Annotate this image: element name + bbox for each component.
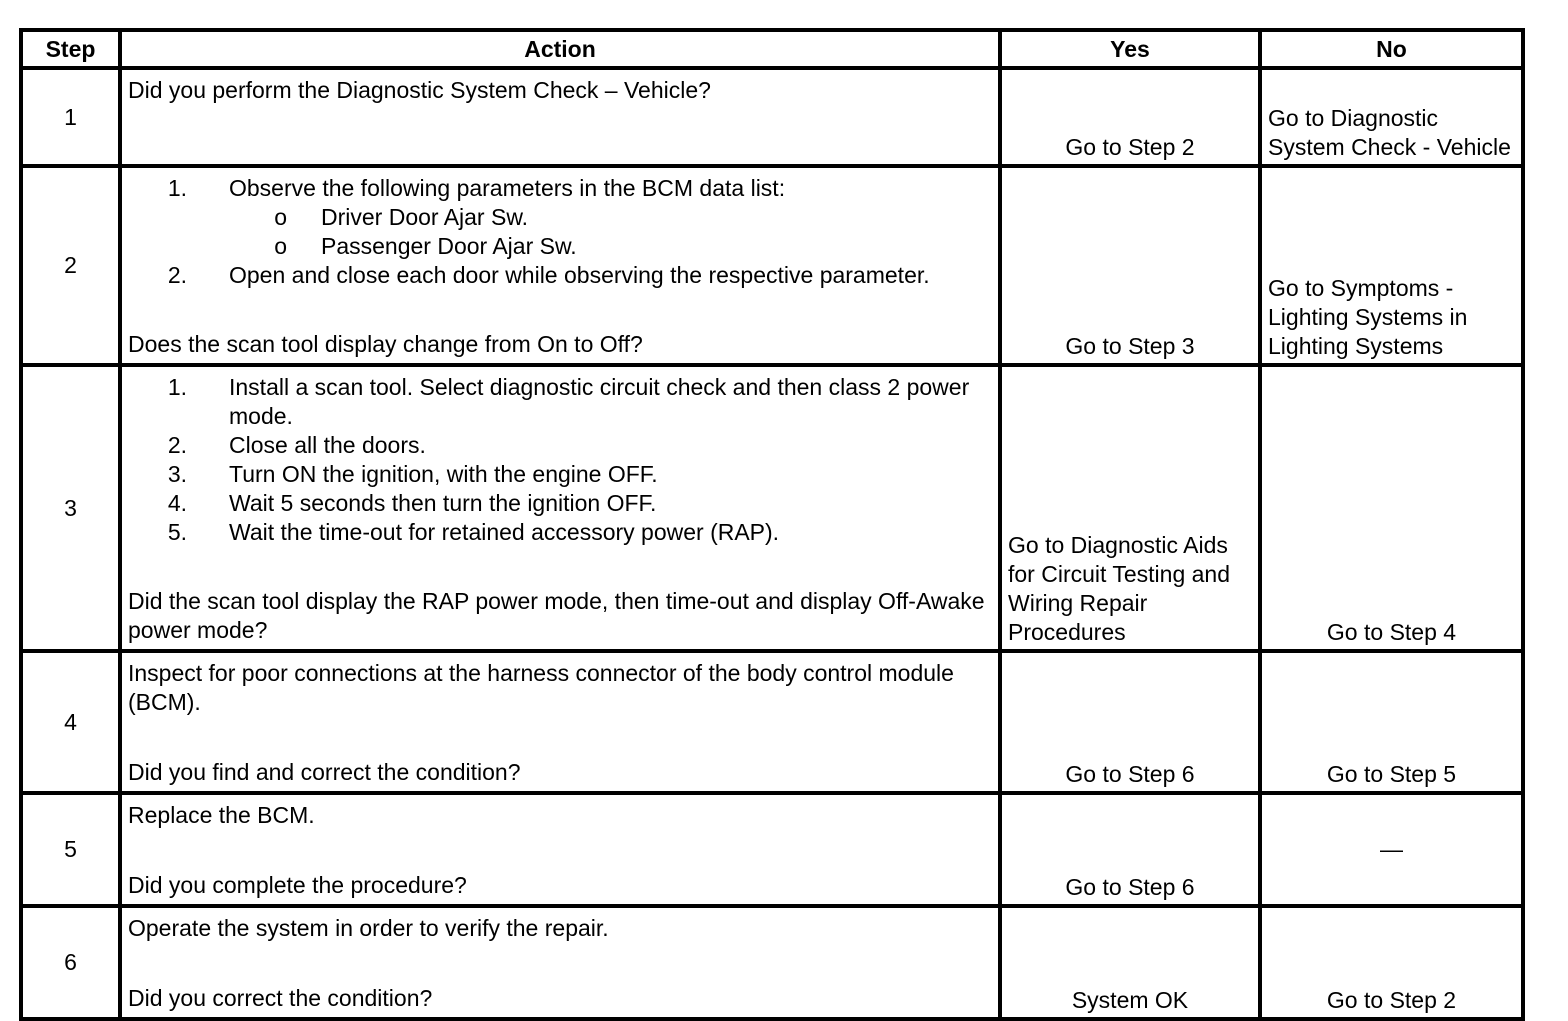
table-row — [21, 651, 1523, 793]
instruction-list — [128, 174, 992, 203]
list-item: 1. Observe the following parameters in the BCM data list: — [167, 175, 786, 201]
question-text: Did you correct the condition? — [128, 985, 433, 1011]
step-number: 4 — [21, 651, 120, 793]
header-yes: Yes — [1000, 30, 1260, 68]
yes-cell: Go to Step 6 — [1000, 651, 1260, 793]
list-item: 2. Close all the doors. — [167, 432, 426, 458]
question-text: Does the scan tool display change from On to Off? — [128, 331, 643, 357]
question-text: Did you find and correct the condition? — [128, 759, 521, 785]
step-number: 5 — [21, 793, 120, 906]
step-number: 1 — [21, 68, 120, 166]
diagnostic-table — [19, 28, 1525, 1021]
table-row — [21, 793, 1523, 906]
step-number: 2 — [21, 166, 120, 365]
no-cell: Go to Diagnostic System Check - Vehicle — [1260, 68, 1523, 166]
list-item: 3. Turn ON the ignition, with the engine OFF. — [167, 461, 658, 487]
table-row — [21, 166, 1523, 365]
action-cell — [120, 651, 1000, 793]
list-item: 2. Open and close each door while observing the respective parameter. — [167, 262, 930, 288]
action-cell — [120, 365, 1000, 651]
yes-cell: Go to Step 6 — [1000, 793, 1260, 906]
yes-cell: Go to Diagnostic Aids for Circuit Testing and Wiring Repair Procedures — [1000, 365, 1260, 651]
question-text: Did you complete the procedure? — [128, 872, 467, 898]
header-no: No — [1260, 30, 1523, 68]
yes-cell: Go to Step 2 — [1000, 68, 1260, 166]
list-item: 4. Wait 5 seconds then turn the ignition OFF. — [167, 490, 657, 516]
no-cell: Go to Step 4 — [1260, 365, 1523, 651]
parameter-list — [128, 203, 992, 261]
yes-cell: Go to Step 3 — [1000, 166, 1260, 365]
step-number: 3 — [21, 365, 120, 651]
instruction-text: Replace the BCM. — [128, 802, 315, 828]
header-action: Action — [120, 30, 1000, 68]
list-item: 1. Install a scan tool. Select diagnostic circuit check and then class 2 power mode. — [167, 374, 970, 429]
instruction-text: Operate the system in order to verify the repair. — [128, 915, 609, 941]
table-row — [21, 365, 1523, 651]
instruction-list — [128, 373, 992, 547]
instruction-list — [128, 261, 992, 290]
table-row — [21, 906, 1523, 1019]
action-cell — [120, 793, 1000, 906]
no-cell: — — [1260, 793, 1523, 906]
no-cell: Go to Step 5 — [1260, 651, 1523, 793]
instruction-text: Inspect for poor connections at the harness connector of the body control module (BCM). — [128, 660, 954, 715]
action-cell — [120, 166, 1000, 365]
yes-cell: System OK — [1000, 906, 1260, 1019]
question-text: Did the scan tool display the RAP power mode, then time-out and display Off-Awake power mode? — [128, 588, 985, 643]
no-cell: Go to Symptoms - Lighting Systems in Lighting Systems — [1260, 166, 1523, 365]
action-cell — [120, 68, 1000, 166]
table-row — [21, 68, 1523, 166]
action-cell — [120, 906, 1000, 1019]
header-row — [21, 30, 1523, 68]
question-text: Did you perform the Diagnostic System Check – Vehicle? — [128, 77, 711, 103]
no-cell: Go to Step 2 — [1260, 906, 1523, 1019]
list-item: 5. Wait the time-out for retained accessory power (RAP). — [167, 519, 780, 545]
header-step: Step — [21, 30, 120, 68]
list-item: o Driver Door Ajar Sw. — [274, 204, 529, 230]
step-number: 6 — [21, 906, 120, 1019]
list-item: o Passenger Door Ajar Sw. — [274, 233, 577, 259]
